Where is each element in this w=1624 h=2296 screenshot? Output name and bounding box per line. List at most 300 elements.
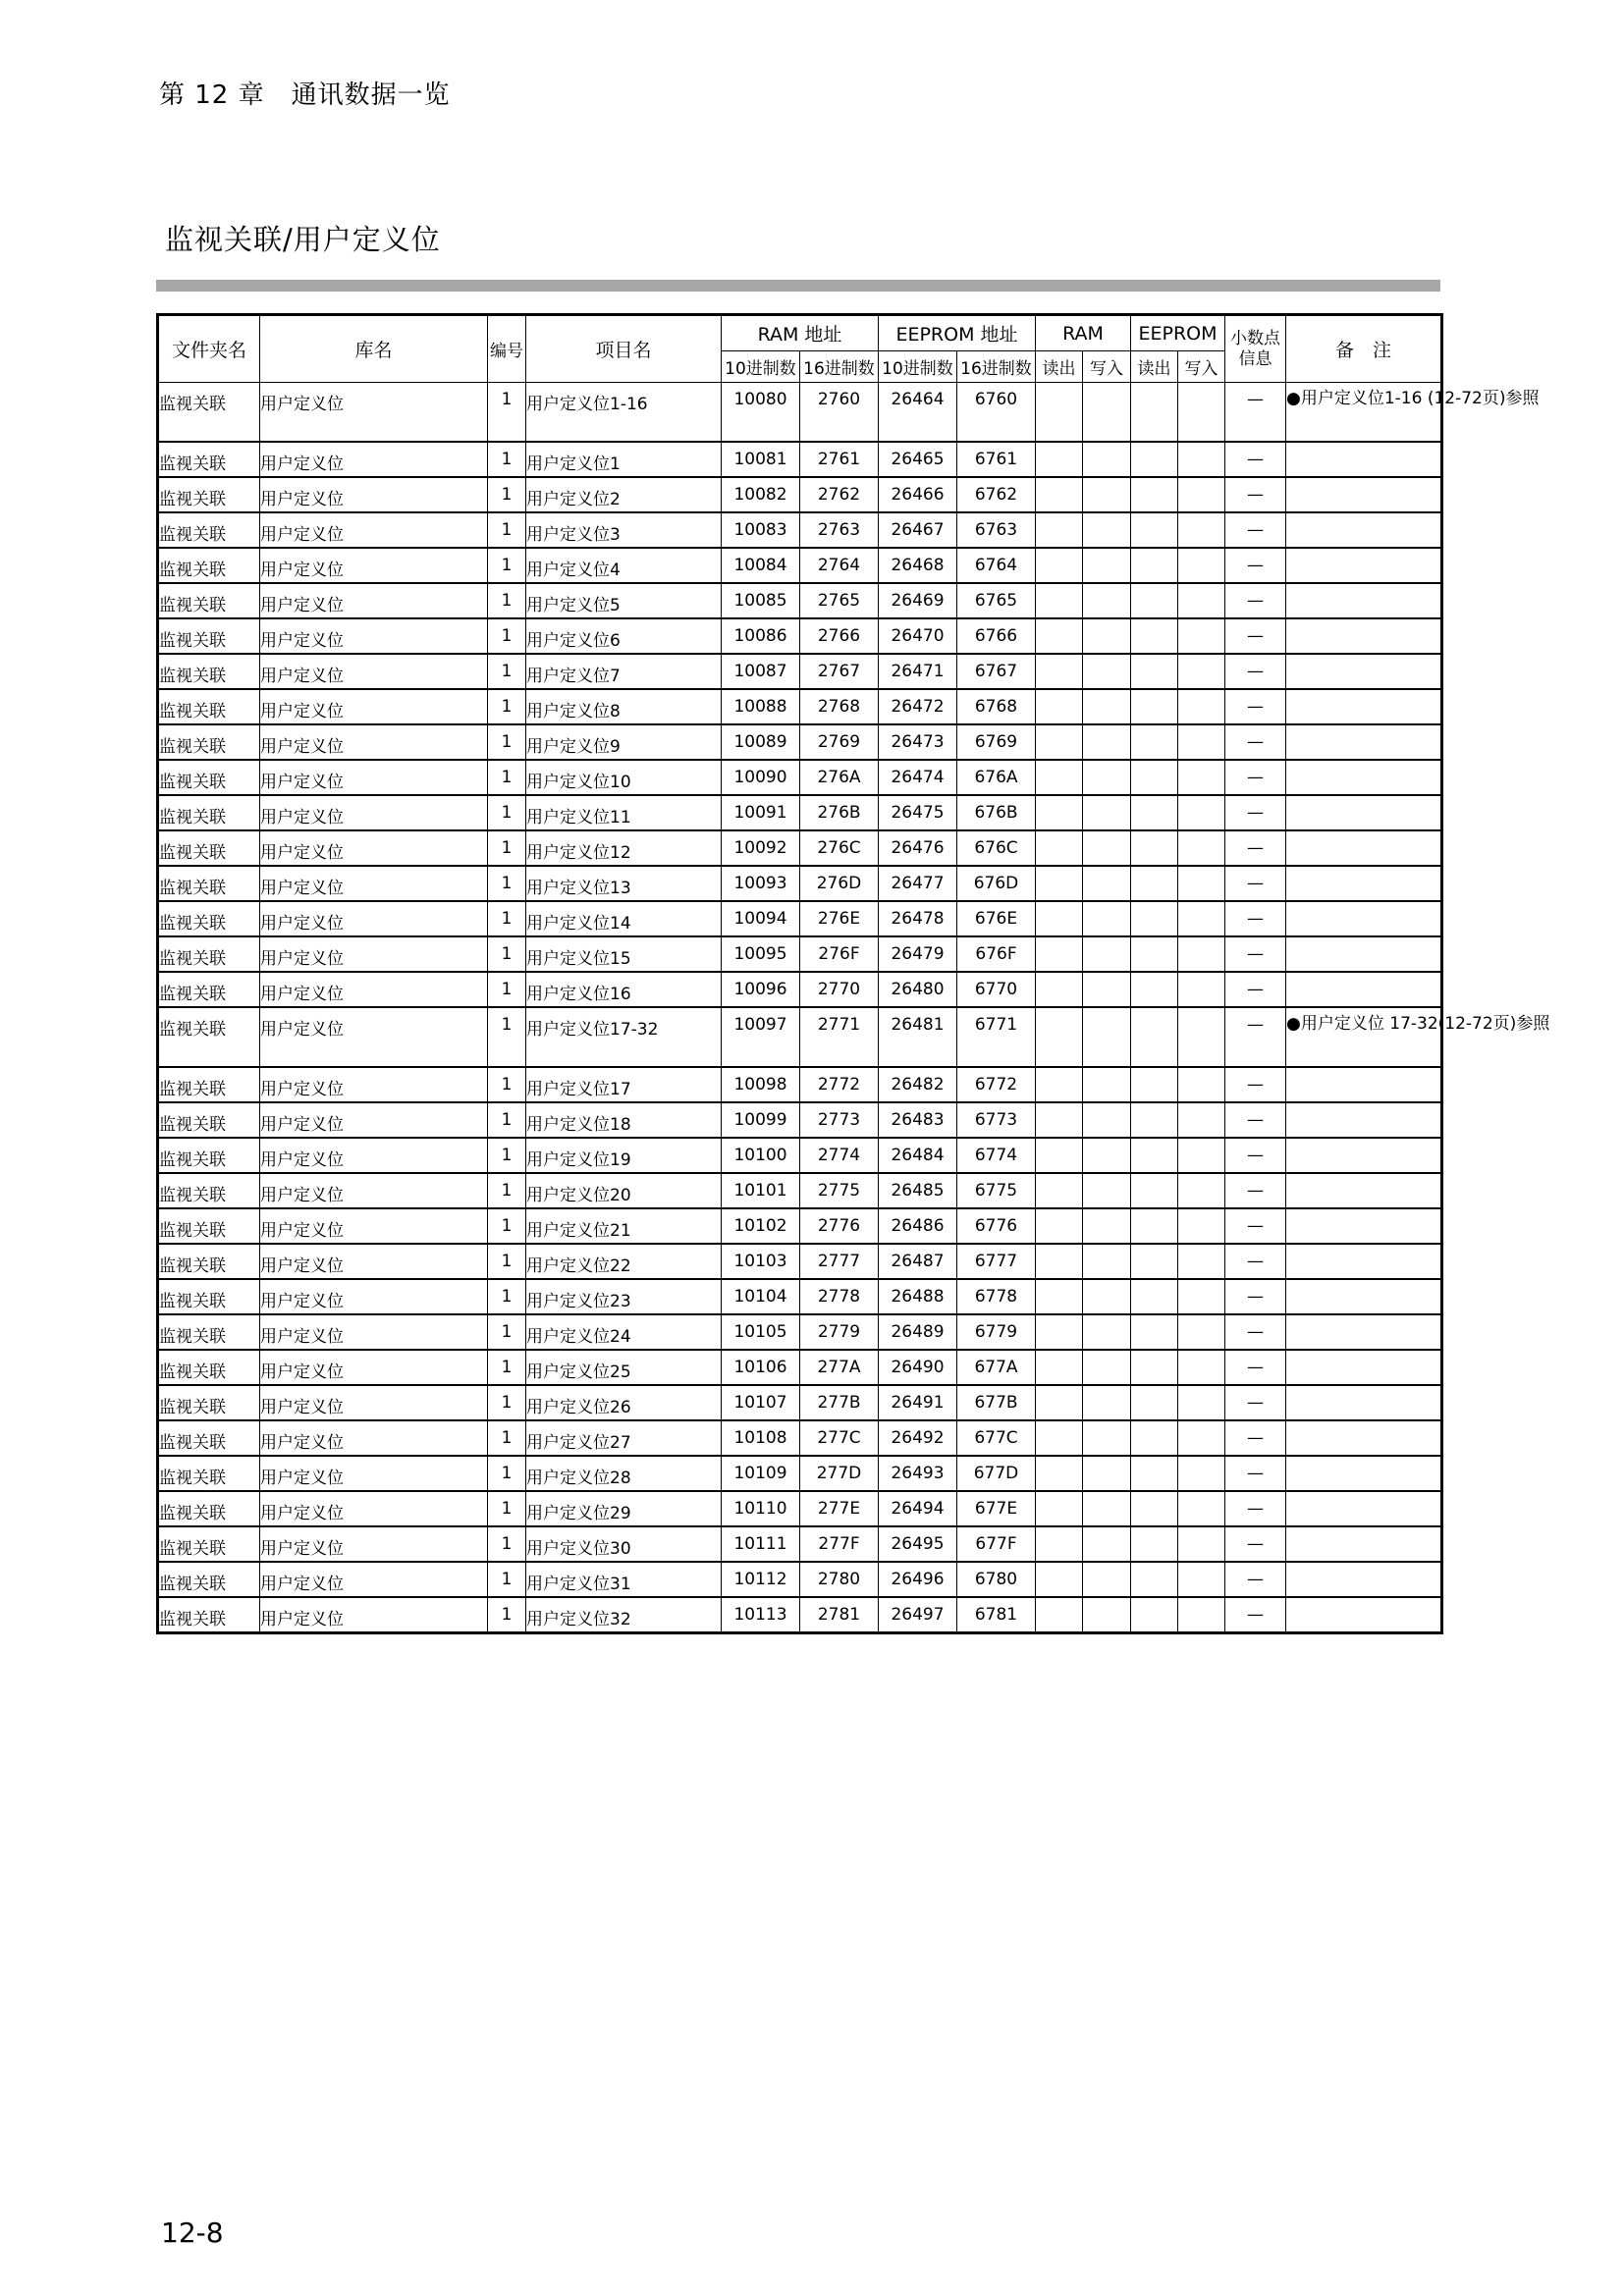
header-eeprom: EEPROM	[1131, 315, 1225, 351]
cell-folder: 监视关联	[158, 866, 260, 901]
cell-ram-write	[1083, 1526, 1131, 1562]
cell-eeprom-write	[1178, 689, 1225, 724]
table-row	[158, 795, 1442, 830]
cell-ram-write	[1083, 1208, 1131, 1244]
cell-eeprom-read	[1131, 1208, 1178, 1244]
cell-ram-hex: 276C	[800, 830, 879, 866]
cell-decimal-info: —	[1225, 1244, 1286, 1279]
cell-folder: 监视关联	[158, 1102, 260, 1138]
cell-ram-dec: 10107	[722, 1385, 800, 1420]
cell-item: 用户定义位16	[526, 972, 722, 1007]
cell-ram-hex: 2774	[800, 1138, 879, 1173]
cell-ram-hex: 277D	[800, 1456, 879, 1491]
cell-library: 用户定义位	[260, 1491, 488, 1526]
cell-eeprom-hex: 677D	[957, 1456, 1036, 1491]
header-number: 编号	[488, 315, 526, 383]
cell-item: 用户定义位28	[526, 1456, 722, 1491]
cell-ram-dec: 10080	[722, 383, 800, 443]
cell-item: 用户定义位10	[526, 760, 722, 795]
table-row	[158, 1385, 1442, 1420]
cell-eeprom-dec: 26481	[879, 1007, 957, 1067]
cell-eeprom-read	[1131, 618, 1178, 654]
cell-number: 1	[488, 548, 526, 583]
table-row	[158, 1067, 1442, 1102]
cell-ram-write	[1083, 830, 1131, 866]
cell-ram-read	[1036, 618, 1083, 654]
cell-item: 用户定义位2	[526, 477, 722, 512]
cell-number: 1	[488, 1244, 526, 1279]
cell-folder: 监视关联	[158, 1385, 260, 1420]
cell-eeprom-hex: 677E	[957, 1491, 1036, 1526]
cell-eeprom-dec: 26487	[879, 1244, 957, 1279]
cell-decimal-info: —	[1225, 1314, 1286, 1350]
cell-ram-write	[1083, 1562, 1131, 1597]
table-row	[158, 548, 1442, 583]
cell-number: 1	[488, 1314, 526, 1350]
cell-folder: 监视关联	[158, 1208, 260, 1244]
cell-eeprom-write	[1178, 1244, 1225, 1279]
cell-eeprom-read	[1131, 724, 1178, 760]
cell-eeprom-dec: 26490	[879, 1350, 957, 1385]
cell-eeprom-dec: 26488	[879, 1279, 957, 1314]
cell-eeprom-hex: 677A	[957, 1350, 1036, 1385]
cell-ram-dec: 10088	[722, 689, 800, 724]
cell-remarks	[1286, 1385, 1442, 1420]
cell-ram-hex: 276E	[800, 901, 879, 936]
table-row	[158, 866, 1442, 901]
cell-folder: 监视关联	[158, 972, 260, 1007]
cell-number: 1	[488, 936, 526, 972]
cell-eeprom-hex: 6763	[957, 512, 1036, 548]
cell-remarks	[1286, 866, 1442, 901]
cell-ram-read	[1036, 1102, 1083, 1138]
cell-number: 1	[488, 1491, 526, 1526]
cell-library: 用户定义位	[260, 1173, 488, 1208]
cell-ram-dec: 10108	[722, 1420, 800, 1456]
cell-folder: 监视关联	[158, 548, 260, 583]
cell-eeprom-hex: 6781	[957, 1597, 1036, 1633]
cell-ram-write	[1083, 1385, 1131, 1420]
table-row	[158, 830, 1442, 866]
cell-ram-hex: 2761	[800, 442, 879, 477]
cell-number: 1	[488, 901, 526, 936]
cell-ram-write	[1083, 1173, 1131, 1208]
cell-item: 用户定义位17	[526, 1067, 722, 1102]
cell-eeprom-hex: 6764	[957, 548, 1036, 583]
cell-eeprom-dec: 26494	[879, 1491, 957, 1526]
cell-ram-dec: 10087	[722, 654, 800, 689]
cell-ram-write	[1083, 548, 1131, 583]
cell-eeprom-hex: 6772	[957, 1067, 1036, 1102]
cell-ram-write	[1083, 936, 1131, 972]
cell-eeprom-hex: 6773	[957, 1102, 1036, 1138]
cell-library: 用户定义位	[260, 442, 488, 477]
cell-eeprom-read	[1131, 1456, 1178, 1491]
cell-library: 用户定义位	[260, 1562, 488, 1597]
table-row	[158, 654, 1442, 689]
cell-ram-dec: 10094	[722, 901, 800, 936]
cell-library: 用户定义位	[260, 1279, 488, 1314]
cell-eeprom-dec: 26485	[879, 1173, 957, 1208]
cell-eeprom-dec: 26465	[879, 442, 957, 477]
cell-ram-dec: 10106	[722, 1350, 800, 1385]
cell-ram-read	[1036, 548, 1083, 583]
cell-eeprom-hex: 6770	[957, 972, 1036, 1007]
cell-ram-dec: 10101	[722, 1173, 800, 1208]
cell-eeprom-dec: 26480	[879, 972, 957, 1007]
cell-eeprom-dec: 26491	[879, 1385, 957, 1420]
cell-library: 用户定义位	[260, 1244, 488, 1279]
cell-ram-write	[1083, 512, 1131, 548]
table-row	[158, 1138, 1442, 1173]
cell-ram-read	[1036, 830, 1083, 866]
cell-item: 用户定义位25	[526, 1350, 722, 1385]
cell-library: 用户定义位	[260, 760, 488, 795]
cell-item: 用户定义位5	[526, 583, 722, 618]
cell-eeprom-dec: 26474	[879, 760, 957, 795]
cell-remarks	[1286, 1279, 1442, 1314]
cell-decimal-info: —	[1225, 1385, 1286, 1420]
cell-ram-write	[1083, 901, 1131, 936]
cell-eeprom-write	[1178, 383, 1225, 443]
cell-ram-read	[1036, 901, 1083, 936]
cell-eeprom-write	[1178, 724, 1225, 760]
table-row	[158, 477, 1442, 512]
cell-number: 1	[488, 1173, 526, 1208]
cell-remarks	[1286, 1456, 1442, 1491]
cell-eeprom-write	[1178, 972, 1225, 1007]
cell-number: 1	[488, 1279, 526, 1314]
cell-item: 用户定义位15	[526, 936, 722, 972]
cell-eeprom-write	[1178, 1526, 1225, 1562]
header-decimal-info-line1: 小数点	[1230, 328, 1281, 348]
cell-eeprom-write	[1178, 1350, 1225, 1385]
cell-ram-read	[1036, 1314, 1083, 1350]
cell-eeprom-hex: 6774	[957, 1138, 1036, 1173]
cell-item: 用户定义位32	[526, 1597, 722, 1633]
cell-eeprom-dec: 26482	[879, 1067, 957, 1102]
cell-ram-hex: 2764	[800, 548, 879, 583]
cell-eeprom-hex: 6768	[957, 689, 1036, 724]
cell-item: 用户定义位17-32	[526, 1007, 722, 1067]
cell-library: 用户定义位	[260, 724, 488, 760]
cell-ram-read	[1036, 760, 1083, 795]
cell-eeprom-write	[1178, 1420, 1225, 1456]
cell-library: 用户定义位	[260, 1420, 488, 1456]
cell-ram-read	[1036, 724, 1083, 760]
cell-ram-write	[1083, 1350, 1131, 1385]
cell-remarks	[1286, 618, 1442, 654]
cell-ram-read	[1036, 512, 1083, 548]
cell-decimal-info: —	[1225, 689, 1286, 724]
cell-remarks	[1286, 1350, 1442, 1385]
cell-eeprom-read	[1131, 1597, 1178, 1633]
cell-ram-dec: 10093	[722, 866, 800, 901]
cell-ram-read	[1036, 1385, 1083, 1420]
cell-ram-read	[1036, 583, 1083, 618]
cell-eeprom-hex: 676A	[957, 760, 1036, 795]
cell-folder: 监视关联	[158, 1491, 260, 1526]
cell-eeprom-dec: 26477	[879, 866, 957, 901]
cell-decimal-info: —	[1225, 1138, 1286, 1173]
cell-eeprom-dec: 26484	[879, 1138, 957, 1173]
cell-eeprom-dec: 26478	[879, 901, 957, 936]
cell-ram-hex: 276B	[800, 795, 879, 830]
cell-eeprom-write	[1178, 1385, 1225, 1420]
cell-ram-read	[1036, 1562, 1083, 1597]
cell-decimal-info: —	[1225, 618, 1286, 654]
cell-folder: 监视关联	[158, 1138, 260, 1173]
cell-ram-dec: 10090	[722, 760, 800, 795]
cell-eeprom-hex: 6780	[957, 1562, 1036, 1597]
cell-ram-read	[1036, 383, 1083, 443]
cell-eeprom-dec: 26464	[879, 383, 957, 443]
cell-library: 用户定义位	[260, 1314, 488, 1350]
cell-remarks	[1286, 724, 1442, 760]
cell-ram-read	[1036, 1526, 1083, 1562]
cell-eeprom-read	[1131, 1350, 1178, 1385]
table-row	[158, 1244, 1442, 1279]
cell-remarks	[1286, 442, 1442, 477]
cell-ram-write	[1083, 1007, 1131, 1067]
cell-eeprom-write	[1178, 1173, 1225, 1208]
cell-eeprom-hex: 676E	[957, 901, 1036, 936]
cell-ram-write	[1083, 583, 1131, 618]
cell-ram-hex: 2780	[800, 1562, 879, 1597]
cell-decimal-info: —	[1225, 1456, 1286, 1491]
cell-decimal-info: —	[1225, 442, 1286, 477]
cell-decimal-info: —	[1225, 724, 1286, 760]
cell-remarks	[1286, 936, 1442, 972]
cell-number: 1	[488, 1420, 526, 1456]
cell-decimal-info: —	[1225, 830, 1286, 866]
cell-ram-dec: 10098	[722, 1067, 800, 1102]
cell-ram-hex: 2775	[800, 1173, 879, 1208]
cell-ram-hex: 2770	[800, 972, 879, 1007]
cell-eeprom-hex: 6760	[957, 383, 1036, 443]
cell-ram-read	[1036, 795, 1083, 830]
cell-ram-write	[1083, 866, 1131, 901]
cell-eeprom-write	[1178, 477, 1225, 512]
table-row	[158, 1173, 1442, 1208]
cell-eeprom-read	[1131, 936, 1178, 972]
cell-eeprom-write	[1178, 1138, 1225, 1173]
cell-decimal-info: —	[1225, 1102, 1286, 1138]
cell-ram-dec: 10099	[722, 1102, 800, 1138]
cell-eeprom-dec: 26473	[879, 724, 957, 760]
cell-ram-write	[1083, 1597, 1131, 1633]
table-row	[158, 1314, 1442, 1350]
cell-library: 用户定义位	[260, 383, 488, 443]
cell-ram-read	[1036, 1597, 1083, 1633]
cell-ram-read	[1036, 1350, 1083, 1385]
cell-item: 用户定义位24	[526, 1314, 722, 1350]
cell-decimal-info: —	[1225, 383, 1286, 443]
cell-eeprom-hex: 6769	[957, 724, 1036, 760]
cell-library: 用户定义位	[260, 1138, 488, 1173]
cell-eeprom-read	[1131, 654, 1178, 689]
cell-ram-hex: 2768	[800, 689, 879, 724]
table-row	[158, 1208, 1442, 1244]
table-row	[158, 1420, 1442, 1456]
cell-ram-hex: 277C	[800, 1420, 879, 1456]
cell-number: 1	[488, 1007, 526, 1067]
cell-number: 1	[488, 1597, 526, 1633]
cell-eeprom-hex: 676B	[957, 795, 1036, 830]
cell-folder: 监视关联	[158, 689, 260, 724]
header-ram-address: RAM 地址	[722, 315, 879, 351]
cell-number: 1	[488, 689, 526, 724]
cell-eeprom-write	[1178, 1456, 1225, 1491]
cell-ram-write	[1083, 795, 1131, 830]
cell-eeprom-write	[1178, 830, 1225, 866]
cell-number: 1	[488, 477, 526, 512]
cell-library: 用户定义位	[260, 1597, 488, 1633]
cell-eeprom-write	[1178, 1102, 1225, 1138]
cell-library: 用户定义位	[260, 936, 488, 972]
cell-ram-read	[1036, 972, 1083, 1007]
cell-ram-read	[1036, 936, 1083, 972]
cell-ram-read	[1036, 1173, 1083, 1208]
page-number: 12-8	[161, 2216, 224, 2249]
cell-number: 1	[488, 1385, 526, 1420]
cell-decimal-info: —	[1225, 901, 1286, 936]
cell-eeprom-hex: 6776	[957, 1208, 1036, 1244]
table-row	[158, 442, 1442, 477]
cell-folder: 监视关联	[158, 383, 260, 443]
section-title: 监视关联/用户定义位	[165, 223, 441, 256]
cell-eeprom-dec: 26467	[879, 512, 957, 548]
cell-number: 1	[488, 1102, 526, 1138]
cell-item: 用户定义位1	[526, 442, 722, 477]
cell-eeprom-write	[1178, 760, 1225, 795]
cell-ram-hex: 2760	[800, 383, 879, 443]
cell-folder: 监视关联	[158, 1173, 260, 1208]
cell-ram-hex: 2776	[800, 1208, 879, 1244]
cell-eeprom-write	[1178, 654, 1225, 689]
cell-folder: 监视关联	[158, 760, 260, 795]
cell-item: 用户定义位18	[526, 1102, 722, 1138]
cell-eeprom-hex: 6762	[957, 477, 1036, 512]
cell-eeprom-write	[1178, 1279, 1225, 1314]
cell-remarks	[1286, 583, 1442, 618]
cell-library: 用户定义位	[260, 618, 488, 654]
cell-folder: 监视关联	[158, 936, 260, 972]
cell-eeprom-read	[1131, 866, 1178, 901]
cell-eeprom-dec: 26469	[879, 583, 957, 618]
cell-remarks	[1286, 830, 1442, 866]
cell-library: 用户定义位	[260, 477, 488, 512]
cell-ram-hex: 2772	[800, 1067, 879, 1102]
cell-remarks	[1286, 901, 1442, 936]
header-folder: 文件夹名	[158, 315, 260, 383]
cell-decimal-info: —	[1225, 866, 1286, 901]
cell-item: 用户定义位1-16	[526, 383, 722, 443]
cell-remarks	[1286, 477, 1442, 512]
cell-ram-read	[1036, 654, 1083, 689]
cell-ram-dec: 10083	[722, 512, 800, 548]
cell-decimal-info: —	[1225, 654, 1286, 689]
cell-folder: 监视关联	[158, 901, 260, 936]
cell-eeprom-read	[1131, 1279, 1178, 1314]
cell-library: 用户定义位	[260, 1456, 488, 1491]
cell-item: 用户定义位30	[526, 1526, 722, 1562]
cell-remarks	[1286, 1138, 1442, 1173]
cell-number: 1	[488, 654, 526, 689]
cell-eeprom-dec: 26496	[879, 1562, 957, 1597]
cell-folder: 监视关联	[158, 1456, 260, 1491]
cell-ram-write	[1083, 618, 1131, 654]
cell-eeprom-read	[1131, 1562, 1178, 1597]
cell-eeprom-hex: 6771	[957, 1007, 1036, 1067]
cell-number: 1	[488, 512, 526, 548]
cell-library: 用户定义位	[260, 795, 488, 830]
cell-ram-dec: 10085	[722, 583, 800, 618]
cell-library: 用户定义位	[260, 1067, 488, 1102]
table-row	[158, 1350, 1442, 1385]
cell-ram-hex: 276D	[800, 866, 879, 901]
cell-eeprom-dec: 26470	[879, 618, 957, 654]
cell-eeprom-read	[1131, 1526, 1178, 1562]
cell-eeprom-dec: 26471	[879, 654, 957, 689]
cell-eeprom-hex: 677C	[957, 1420, 1036, 1456]
cell-ram-hex: 277A	[800, 1350, 879, 1385]
cell-eeprom-dec: 26486	[879, 1208, 957, 1244]
cell-remarks	[1286, 548, 1442, 583]
cell-ram-dec: 10109	[722, 1456, 800, 1491]
table-row	[158, 618, 1442, 654]
cell-library: 用户定义位	[260, 1350, 488, 1385]
cell-decimal-info: —	[1225, 760, 1286, 795]
cell-folder: 监视关联	[158, 1314, 260, 1350]
table-row	[158, 936, 1442, 972]
cell-remarks	[1286, 1597, 1442, 1633]
cell-eeprom-write	[1178, 442, 1225, 477]
cell-remarks	[1286, 1173, 1442, 1208]
cell-item: 用户定义位20	[526, 1173, 722, 1208]
cell-eeprom-dec: 26472	[879, 689, 957, 724]
cell-ram-hex: 276A	[800, 760, 879, 795]
cell-ram-dec: 10086	[722, 618, 800, 654]
cell-library: 用户定义位	[260, 1385, 488, 1420]
cell-eeprom-write	[1178, 1314, 1225, 1350]
cell-library: 用户定义位	[260, 1007, 488, 1067]
cell-eeprom-hex: 6761	[957, 442, 1036, 477]
cell-number: 1	[488, 972, 526, 1007]
cell-eeprom-hex: 6766	[957, 618, 1036, 654]
cell-item: 用户定义位22	[526, 1244, 722, 1279]
cell-number: 1	[488, 760, 526, 795]
cell-ram-read	[1036, 1491, 1083, 1526]
cell-ram-dec: 10096	[722, 972, 800, 1007]
cell-item: 用户定义位27	[526, 1420, 722, 1456]
cell-ram-dec: 10103	[722, 1244, 800, 1279]
cell-ram-hex: 277E	[800, 1491, 879, 1526]
table-body	[158, 383, 1550, 1633]
cell-eeprom-write	[1178, 1067, 1225, 1102]
cell-eeprom-dec: 26493	[879, 1456, 957, 1491]
cell-folder: 监视关联	[158, 1420, 260, 1456]
cell-eeprom-write	[1178, 795, 1225, 830]
cell-item: 用户定义位4	[526, 548, 722, 583]
cell-ram-write	[1083, 654, 1131, 689]
cell-eeprom-write	[1178, 1491, 1225, 1526]
cell-item: 用户定义位8	[526, 689, 722, 724]
cell-remarks	[1286, 1314, 1442, 1350]
cell-eeprom-dec: 26475	[879, 795, 957, 830]
cell-number: 1	[488, 618, 526, 654]
cell-ram-hex: 2773	[800, 1102, 879, 1138]
